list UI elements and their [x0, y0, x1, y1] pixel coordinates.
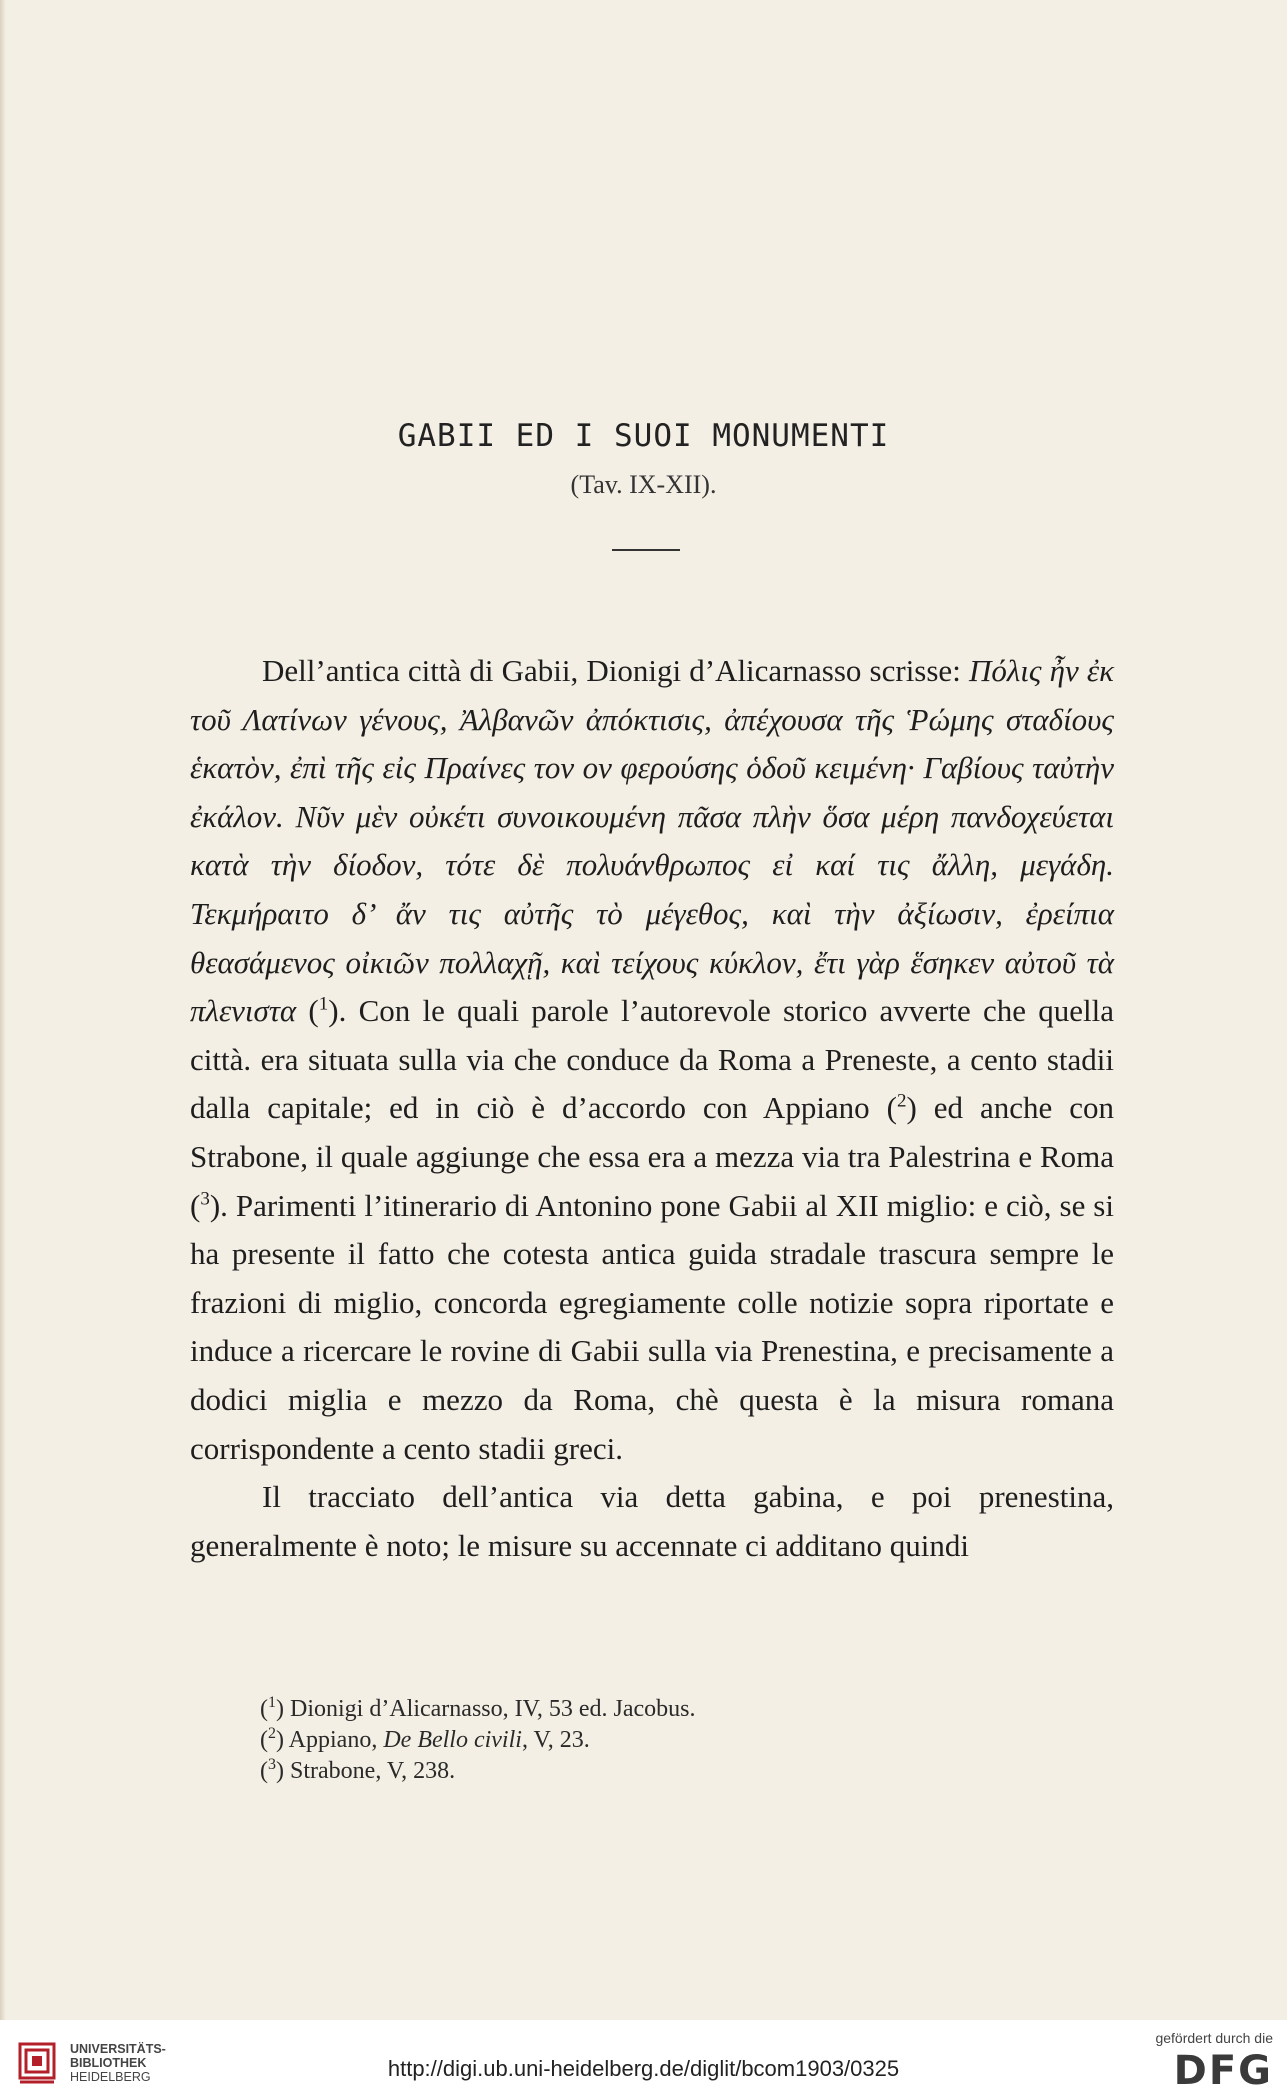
paragraph: [190, 647, 1114, 1473]
footnote-1: ($^1$) Dionigi d’Alicarnasso, IV, 53 ed. Jacobus.: [260, 1694, 696, 1722]
title-divider: [612, 549, 680, 551]
footnote-text: Appiano,: [288, 1727, 384, 1753]
footnote-text: Dionigi d’Alicarnasso, IV, 53 ed. Jacobus.: [290, 1696, 696, 1722]
footnote-2: ($^2$) Appiano, De Bello civili, V, 23.: [260, 1725, 590, 1753]
library-name-line: HEIDELBERG: [70, 2070, 151, 2084]
dfg-logo: DFG: [1173, 2048, 1273, 2094]
plate-reference: (Tav. IX-XII).: [570, 470, 717, 499]
greek-quotation: Πόλις ἦν ἐκ τοῦ Λατίνων γένους, Ἀλβανῶν ἀπόκτισις, ἀπέχουσα τῆς Ῥώμης σταδίους ἑκατὸν, ἐπὶ τῆς εἰς Πραίνες τον ον φερούσης ὁδοῦ κειμένη· Γαβίους ταὐτὴν ἐκάλον. Νῦν μὲν οὐκέτι συνοικουμένη πᾶσα πλὴν ὅσα μέρη πανδοχεύεται κατὰ τὴν δίοδον, τότε δὲ πολυάνθρωπος εἰ καί τις ἄλλη, μεγάδη. Τεκμήραιτο δ’ ἄν τις αὐτῆς τὸ μέγεθος, καὶ τὴν ἀξίωσιν, ἐρείπια θεασάμενος οἰκιῶν πολλαχῇ, καὶ τείχους κύκλον, ἔτι γὰρ ἕσηκεν αὐτοῦ τὰ πλενιστα: [190, 653, 1114, 1029]
footnote-number: 2: [268, 1725, 276, 1742]
paragraph-text: (: [296, 993, 319, 1029]
paragraph-text: ). Parimenti l’itinerario di Antonino pone Gabii al XII miglio: e ciò, se si ha presente il fatto che cotesta antica guida stradale trascura sempre le frazioni di miglio, concorda egregiamente colle notizie sopra riportate e induce a ricercare le rovine di Gabii sulla via Prenestina, e precisamente a dodici miglia e mezzo da Roma, chè questa è la misura romana corrispondente a cento stadii greci.: [190, 1187, 1114, 1466]
paragraph: [190, 1473, 1114, 1570]
viewer-footer: [0, 2020, 1287, 2095]
footnote-title: De Bello civili: [383, 1727, 522, 1753]
paragraph-text: ) ed anche con Strabone, il quale aggiunge che essa era a mezza via tra Palestrina e Roma (: [190, 1090, 1114, 1223]
page-url-link[interactable]: http://digi.ub.uni-heidelberg.de/diglit/bcom1903/0325: [387, 2056, 900, 2081]
footnote-text: Strabone, V, 238.: [290, 1758, 456, 1784]
article-title: GABII ED I SUOI MONUMENTI: [397, 418, 890, 454]
footnote-reference: 1: [318, 993, 329, 1015]
library-name-line: BIBLIOTHEK: [70, 2056, 147, 2070]
paragraph-text: ). Con le quali parole l’autorevole storico avverte che quella città. era situata sulla via che conduce da Roma a Preneste, a cento stadii dalla capitale; ed in ciò è d’accordo con Appiano (: [190, 993, 1114, 1126]
footnote-number: 3: [268, 1756, 276, 1773]
paragraph-text: Dell’antica città di Gabii, Dionigi d’Alicarnasso scrisse:: [262, 653, 969, 688]
footnotes: [260, 1694, 696, 1787]
footnote-reference: 3: [200, 1188, 210, 1210]
footnote-number: 1: [268, 1694, 276, 1711]
footnote-reference: 2: [896, 1091, 907, 1113]
library-name-line: UNIVERSITÄTS-: [70, 2042, 166, 2056]
paragraph-text: Il tracciato dell’antica via detta gabina, e poi prenestina, generalmente è noto; le misure su accennate ci additano quindi: [190, 1479, 1114, 1563]
article-body: [190, 647, 1114, 1570]
page-edge-shadow: [0, 0, 6, 2020]
footnote-3: ($^3$) Strabone, V, 238.: [260, 1756, 456, 1784]
sponsor-caption: gefördert durch die: [1155, 2030, 1273, 2046]
footnote-text-tail: , V, 23.: [521, 1727, 590, 1753]
